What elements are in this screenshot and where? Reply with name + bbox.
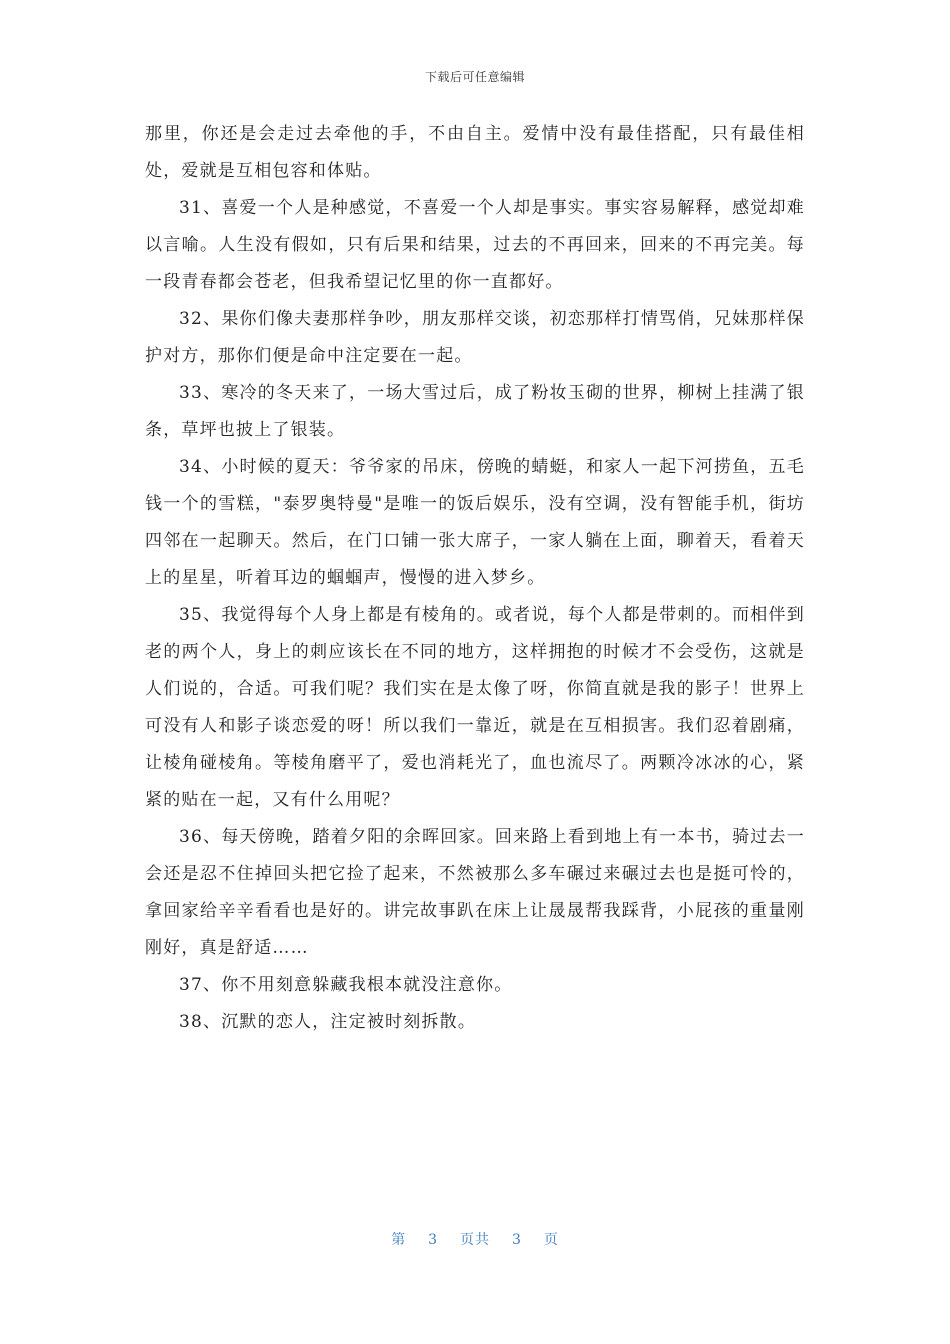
footer-prefix: 第: [391, 1232, 407, 1248]
paragraph: 那里，你还是会走过去牵他的手，不由自主。爱情中没有最佳搭配，只有最佳相处，爱就是互相包容和体贴。: [145, 124, 805, 181]
paragraph: 37、你不用刻意躲藏我根本就没注意你。: [179, 975, 513, 995]
paragraph: 35、我觉得每个人身上都是有棱角的。或者说，每个人都是带刺的。而相伴到老的两个人，身上的刺应该长在不同的地方，这样拥抱的时候才不会受伤，这就是人们说的，合适。可我们呢？我们实在是太像了呀，你简直就是我的影子！世界上可没有人和影子谈恋爱的呀！所以我们一靠近，就是在互相损害。我们忍着剧痛，让棱角碰棱角。等棱角磨平了，爱也消耗光了，血也流尽了。两颗冷冰冰的心，紧紧的贴在一起，又有什么用呢？: [145, 605, 805, 810]
footer-suffix: 页: [543, 1232, 559, 1248]
paragraph: 32、果你们像夫妻那样争吵，朋友那样交谈，初恋那样打情骂俏，兄妹那样保护对方，那你们便是命中注定要在一起。: [145, 309, 805, 366]
paragraph: 33、寒冷的冬天来了，一场大雪过后，成了粉妆玉砌的世界，柳树上挂满了银条，草坪也披上了银装。: [145, 383, 805, 440]
page-footer: [0, 1229, 950, 1249]
paragraph: 31、喜爱一个人是种感觉，不喜爱一个人却是事实。事实容易解释，感觉却难以言喻。人生没有假如，只有后果和结果，过去的不再回来，回来的不再完美。每一段青春都会苍老，但我希望记忆里的你一直都好。: [145, 198, 805, 292]
paragraph: 38、沉默的恋人，注定被时刻拆散。: [179, 1012, 477, 1032]
footer-middle: 页共: [460, 1232, 490, 1248]
footer-current-page: 3: [428, 1232, 438, 1248]
paragraph: 34、小时候的夏天：爷爷家的吊床，傍晚的蜻蜓，和家人一起下河捞鱼，五毛钱一个的雪糕，"泰罗奥特曼"是唯一的饭后娱乐，没有空调，没有智能手机，街坊四邻在一起聊天。然后，在门口铺一张大席子，一家人躺在上面，聊着天，看着天上的星星，听着耳边的蝈蝈声，慢慢的进入梦乡。: [145, 457, 805, 588]
paragraph: 36、每天傍晚，踏着夕阳的余晖回家。回来路上看到地上有一本书，骑过去一会还是忍不住掉回头把它捡了起来，不然被那么多车碾过来碾过去也是挺可怜的，拿回家给辛辛看看也是好的。讲完故事趴在床上让晟晟帮我踩背，小屁孩的重量刚刚好，真是舒适……: [145, 827, 805, 958]
document-body: [145, 116, 805, 1041]
footer-total-pages: 3: [512, 1232, 522, 1248]
page-header: 下载后可任意编辑: [424, 70, 525, 84]
